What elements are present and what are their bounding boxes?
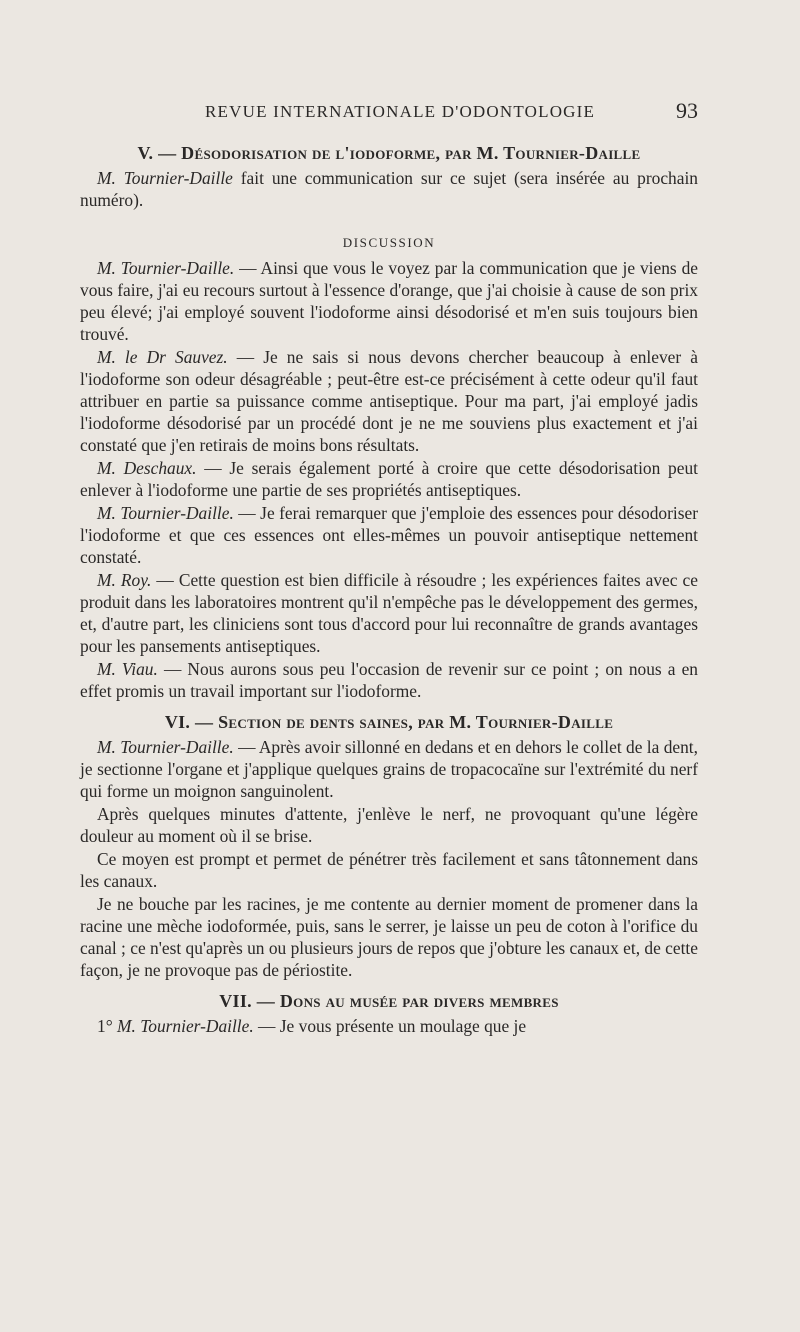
paragraph (80, 658, 698, 702)
speaker-name: M. Deschaux. (97, 458, 197, 478)
paragraph (80, 1015, 698, 1037)
paragraph-text: — Je ne sais si nous devons chercher beaucoup à enlever à l'iodoforme son odeur désagréable ; peut-être est-ce précisément à cette odeur qu'il faut attribuer en partie sa puissance comme antiseptique. Pour ma part, j'ai employé jadis l'iodoforme désodorisé par un procédé dont je ne me souviens plus exactement et j'ai constaté que j'en retirais de moins bons résultats. (80, 347, 698, 455)
item-number: 1° (97, 1016, 113, 1036)
paragraph (80, 257, 698, 345)
paragraph-text: — Je vous présente un moulage que je (253, 1016, 527, 1036)
section-heading-vi: VI. — Section de dents saines, par M. Tournier-Daille (164, 712, 614, 732)
paragraph-text: — Après avoir sillonné en dedans et en dehors le collet de la dent, je sectionne l'organe et j'applique quelques grains de tropacocaïne sur l'extrémité du nerf qui forme un moignon sanguinolent. (80, 737, 698, 801)
paragraph-text: — Nous aurons sous peu l'occasion de revenir sur ce point ; on nous a en effet promis un travail important sur l'iodoforme. (80, 659, 698, 701)
paragraph: Ce moyen est prompt et permet de pénétrer très facilement et sans tâtonnement dans les canaux. (80, 849, 698, 891)
paragraph (80, 502, 698, 568)
discussion-label: DISCUSSION (342, 235, 436, 250)
paragraph: Après quelques minutes d'attente, j'enlève le nerf, ne provoquant qu'une légère douleur au moment où il se brise. (80, 804, 698, 846)
section-heading-vii: VII. — Dons au musée par divers membres (219, 991, 559, 1011)
running-title: REVUE INTERNATIONALE D'ODONTOLOGIE (205, 102, 596, 121)
speaker-name: M. Tournier-Daille. (97, 503, 234, 523)
speaker-name: M. Tournier-Daille. (117, 1016, 254, 1036)
speaker-name: M. Tournier-Daille. (97, 258, 235, 278)
paragraph (80, 346, 698, 456)
speaker-name: M. Tournier-Daille. (97, 737, 234, 757)
speaker-name: M. Viau. (97, 659, 158, 679)
page-number: 93 (676, 98, 698, 123)
paragraph-text: fait une communication sur ce sujet (sera insérée au prochain numéro). (80, 168, 698, 210)
paragraph-text: — Cette question est bien difficile à résoudre ; les expériences faites avec ce produit dans les laboratoires montrent qu'il n'empêche pas le développement des germes, et, d'autre part, les cliniciens sont tous d'accord pour lui reconnaître de grands avantages pour les pansements antiseptiques. (80, 570, 698, 656)
speaker-name: M. Tournier-Daille (97, 168, 233, 188)
page-body (80, 140, 698, 1037)
paragraph: Je ne bouche par les racines, je me contente au dernier moment de promener dans la racine une mèche iodoformée, puis, sans le serrer, je laisse un peu de coton à l'orifice du canal ; ce n'est qu'après un ou plusieurs jours de repos que j'obture les canaux et, de cette façon, je ne provoque pas de périostite. (80, 894, 698, 980)
paragraph (80, 457, 698, 501)
speaker-name: M. le Dr Sauvez. (97, 347, 228, 367)
running-head (0, 98, 800, 128)
paragraph-intro (80, 167, 698, 211)
paragraph-text: — Je serais également porté à croire que cette désodorisation peut enlever à l'iodoforme une partie de ses propriétés antiseptiques. (80, 458, 698, 500)
speaker-name: M. Roy. (97, 570, 152, 590)
section-heading-v: V. — Désodorisation de l'iodoforme, par M. Tournier-Daille (137, 143, 641, 163)
paragraph (80, 736, 698, 802)
paragraph (80, 569, 698, 657)
paragraph-text: — Ainsi que vous le voyez par la communication que je viens de vous faire, j'ai eu recours surtout à l'essence d'orange, que j'ai choisie à cause de son prix peu élevé; j'ai employé souvent l'iodoforme ainsi désodorisé et m'en suis toujours bien trouvé. (80, 258, 699, 344)
paragraph-text: — Je ferai remarquer que j'emploie des essences pour désodoriser l'iodoforme et que ces essences ont elles-mêmes un pouvoir antiseptique nettement constaté. (80, 503, 698, 567)
